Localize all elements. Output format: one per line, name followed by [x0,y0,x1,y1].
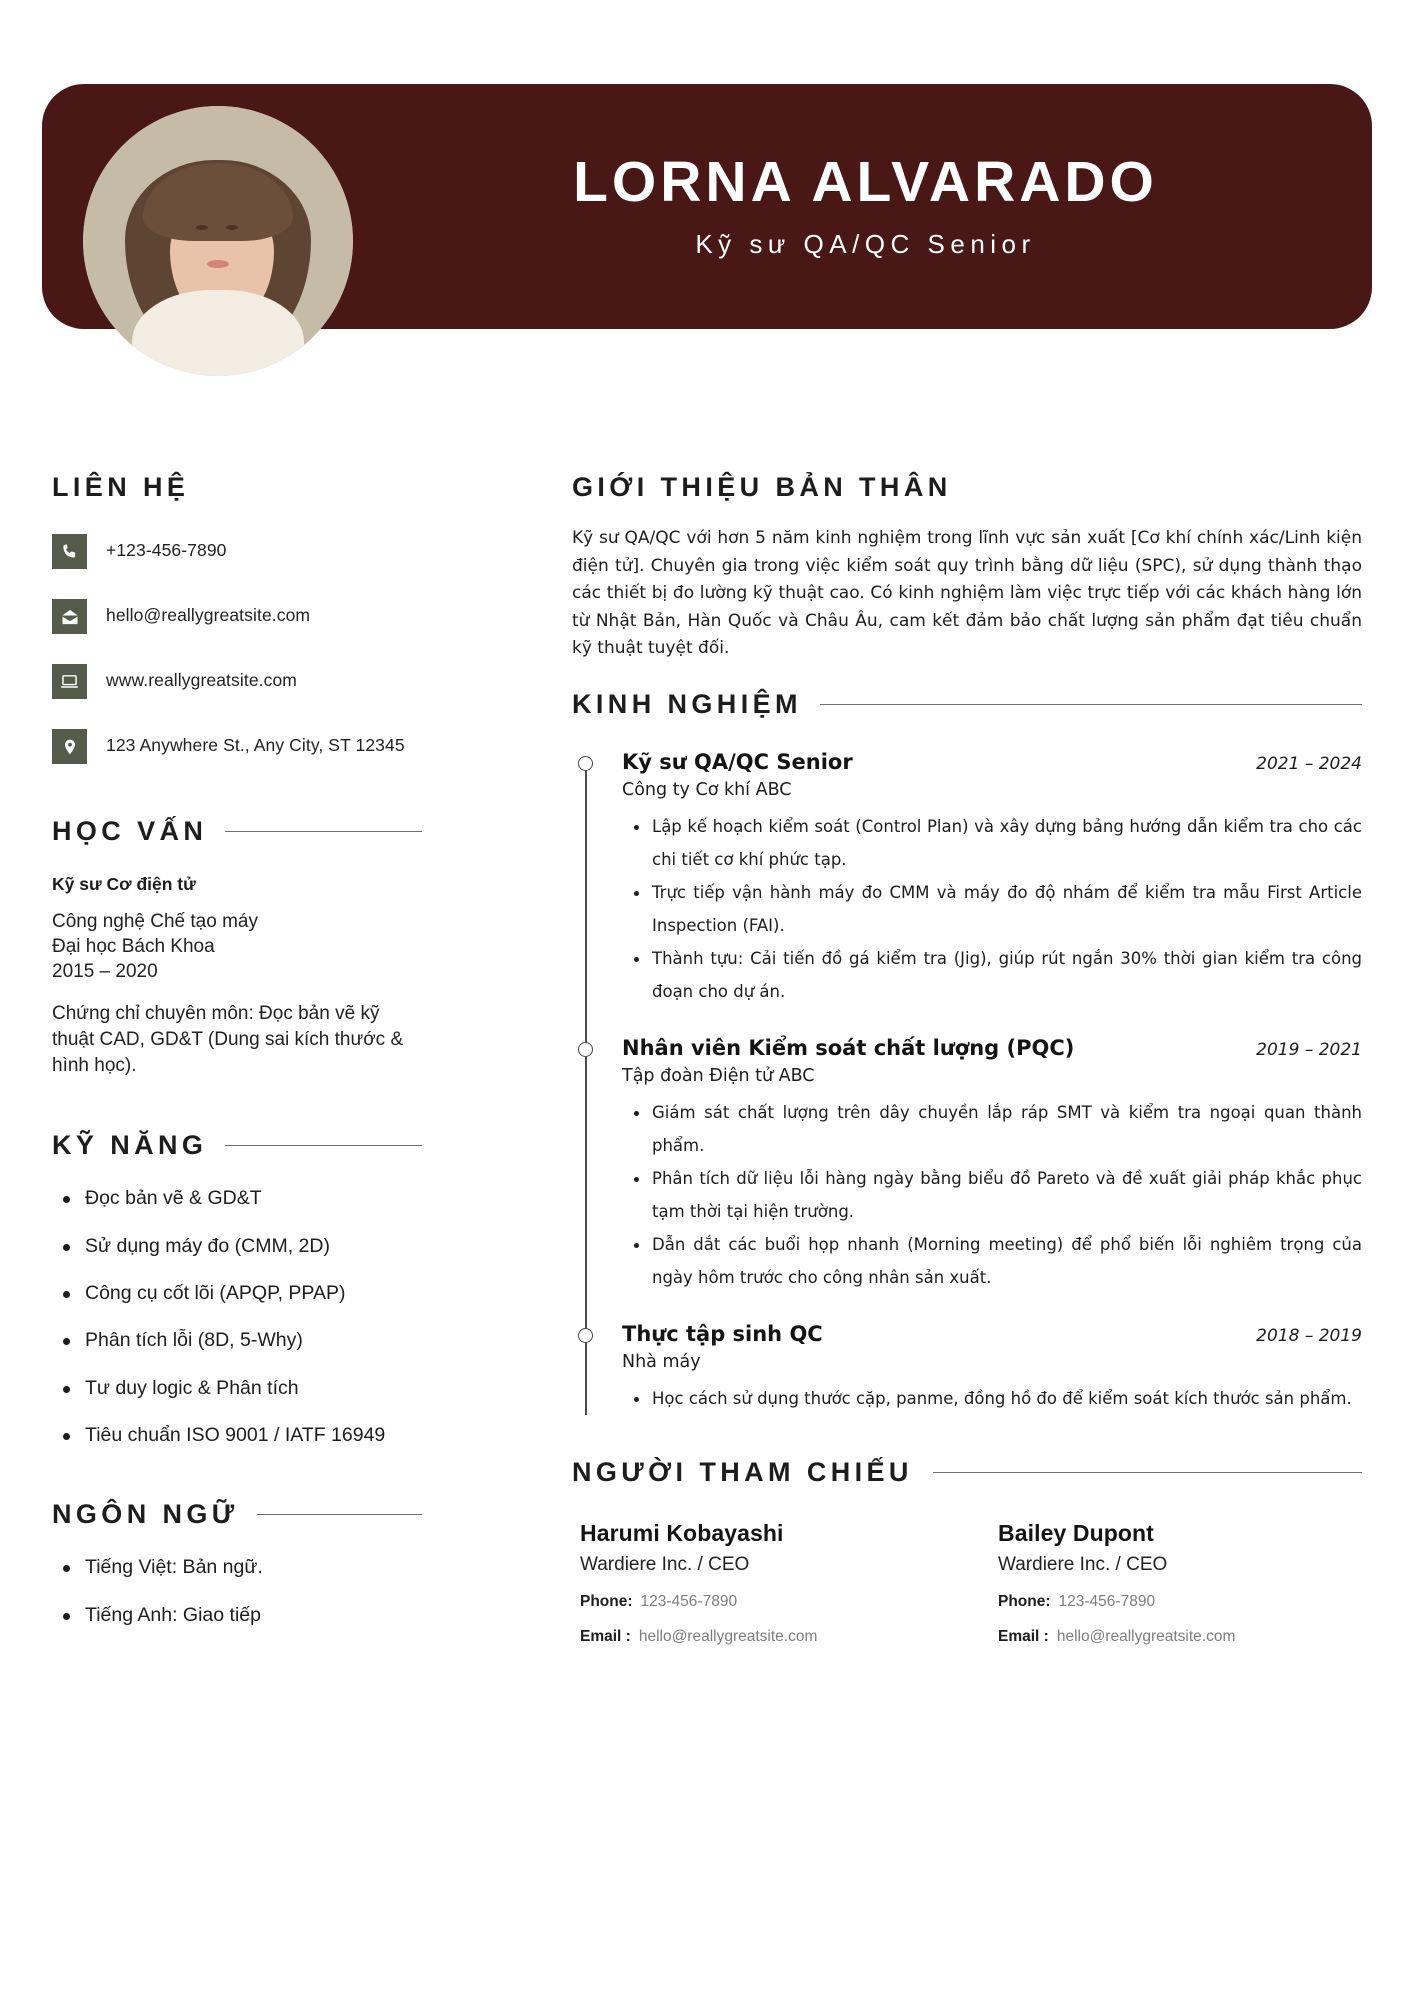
experience-section [572,689,1362,1415]
list-item: Phân tích dữ liệu lỗi hàng ngày bằng biểu đồ Pareto và đề xuất giải pháp khắc phục tạm thời tại hiện trường. [622,1162,1362,1228]
phone-icon [52,534,87,569]
list-item: Dẫn dắt các buổi họp nhanh (Morning meeting) để phổ biến lỗi nghiêm trọng của ngày hôm trước cho công nhân sản xuất. [622,1228,1362,1294]
avatar [83,106,353,376]
list-item: Tiêu chuẩn ISO 9001 / IATF 16949 [52,1423,422,1447]
divider [225,1145,422,1146]
portrait-lips [207,260,229,268]
contact-section-title: LIÊN HỆ [52,472,190,502]
reference-phone-value: 123-456-7890 [640,1592,738,1610]
envelope-icon [52,599,87,634]
references-section-header [572,1457,1362,1488]
list-item: Thành tựu: Cải tiến đồ gá kiểm tra (Jig), giúp rút ngắn 30% thời gian kiểm tra công đoạn cho dự án. [622,942,1362,1008]
divider [933,1472,1362,1473]
timeline-dot-icon [578,756,593,771]
timeline-dot-icon [578,1042,593,1057]
reference-phone-row [580,1593,920,1611]
reference-name: Bailey Dupont [998,1519,1154,1546]
reference-role: Wardiere Inc. / CEO [580,1553,750,1575]
timeline-dot-icon [578,1328,593,1343]
experience-item [622,1322,1362,1415]
header-banner [42,84,1372,329]
profile-section-title: GIỚI THIỆU BẢN THÂN [572,472,952,502]
references-section [572,1457,1362,1646]
location-pin-icon [52,729,87,764]
timeline-spine [585,762,587,1415]
portrait-eye-left [196,225,208,230]
languages-section [52,1499,422,1627]
list-item: Tiếng Anh: Giao tiếp [52,1603,422,1627]
contact-website-text: www.reallygreatsite.com [106,670,297,690]
list-item: Tiếng Việt: Bản ngữ. [52,1555,422,1579]
reference-email-row [580,1628,920,1646]
experience-role: Kỹ sư QA/QC Senior [622,749,853,774]
reference-card [998,1520,1338,1646]
list-item: Lập kế hoạch kiểm soát (Control Plan) và xây dựng bảng hướng dẫn kiểm tra cho các chi tiết cơ khí phức tạp. [622,810,1362,876]
job-title: Kỹ sư QA/QC Senior [695,228,1036,259]
reference-email-row [998,1628,1338,1646]
education-entry [52,874,422,1078]
education-years: 2015 – 2020 [52,961,158,983]
left-column [52,472,422,1650]
experience-company: Nhà máy [622,1351,701,1372]
experience-item [622,750,1362,1008]
portrait-top [132,290,304,376]
reference-phone-row [998,1593,1338,1611]
reference-email-value: hello@reallygreatsite.com [638,1627,818,1645]
experience-points [622,1096,1362,1294]
experience-date: 2019 – 2021 [1256,1039,1362,1060]
reference-phone-value: 123-456-7890 [1058,1592,1156,1610]
right-column [572,472,1362,1646]
contact-item-phone[interactable] [52,533,422,569]
contact-address-text: 123 Anywhere St., Any City, ST 12345 [106,735,405,755]
contact-item-address[interactable] [52,728,422,764]
profile-text: Kỹ sư QA/QC với hơn 5 năm kinh nghiệm trong lĩnh vực sản xuất [Cơ khí chính xác/Linh kiện điện tử]. Chuyên gia trong việc kiểm soát quy trình bằng dữ liệu (SPC), sử dụng thành thạo các thiết bị đo lường kỹ thuật cao. Có kinh nghiệm làm việc trực tiếp với các khách hàng lớn từ Nhật Bản, Hàn Quốc và Châu Âu, cam kết đảm bảo chất lượng sản phẩm đạt tiêu chuẩn kỹ thuật tuyệt đối. [572,528,1362,659]
page-title: LORNA ALVARADO [573,150,1158,215]
education-degree: Kỹ sư Cơ điện tử [52,874,196,894]
skills-section-header [52,1130,422,1161]
divider [257,1514,422,1515]
divider [225,831,422,832]
experience-date: 2021 – 2024 [1256,753,1362,774]
list-item: Tư duy logic & Phân tích [52,1376,422,1400]
list-item: Phân tích lỗi (8D, 5-Why) [52,1328,422,1352]
name-block [387,84,1344,329]
reference-email-label: Email : [580,1627,631,1645]
list-item: Sử dụng máy đo (CMM, 2D) [52,1234,422,1258]
experience-role: Nhân viên Kiểm soát chất lượng (PQC) [622,1035,1075,1060]
languages-section-title: NGÔN NGỮ [52,1499,239,1530]
experience-timeline [572,750,1362,1415]
experience-date: 2018 – 2019 [1256,1325,1362,1346]
skills-list [52,1186,422,1447]
languages-list [52,1555,422,1627]
education-section [52,816,422,1078]
portrait-eye-right [226,225,238,230]
contact-phone-text: +123-456-7890 [106,540,227,560]
contact-item-website[interactable] [52,663,422,699]
experience-section-title: KINH NGHIỆM [572,688,802,719]
experience-item-header [622,750,1362,774]
education-field: Công nghệ Chế tạo máy [52,911,258,932]
divider [820,704,1362,705]
education-school: Đại học Bách Khoa [52,936,215,958]
references-section-title: NGƯỜI THAM CHIẾU [572,1456,913,1487]
skills-section-title: KỸ NĂNG [52,1130,208,1161]
reference-phone-label: Phone: [998,1592,1051,1610]
experience-points [622,1382,1362,1415]
reference-name: Harumi Kobayashi [580,1519,784,1546]
experience-item-header [622,1322,1362,1346]
reference-phone-label: Phone: [580,1592,633,1610]
contact-section-header [52,472,422,503]
education-section-header [52,816,422,847]
list-item: Đọc bản vẽ & GD&T [52,1186,422,1210]
languages-section-header [52,1499,422,1530]
experience-section-header [572,689,1362,720]
list-item: Trực tiếp vận hành máy đo CMM và máy đo độ nhám để kiểm tra mẫu First Article Inspection (FAI). [622,876,1362,942]
list-item: Công cụ cốt lõi (APQP, PPAP) [52,1281,422,1305]
experience-company: Công ty Cơ khí ABC [622,779,792,800]
experience-item-header [622,1036,1362,1060]
contact-list [52,533,422,764]
contact-email-text: hello@reallygreatsite.com [106,605,311,625]
list-item: Giám sát chất lượng trên dây chuyền lắp ráp SMT và kiểm tra ngoại quan thành phẩm. [622,1096,1362,1162]
reference-card [580,1520,920,1646]
avatar-photo [83,106,353,376]
education-certificate: Chứng chỉ chuyên môn: Đọc bản vẽ kỹ thuật CAD, GD&T (Dung sai kích thước & hình học). [52,1003,404,1076]
reference-email-value: hello@reallygreatsite.com [1056,1627,1236,1645]
references-grid [572,1520,1362,1646]
education-section-title: HỌC VẤN [52,816,208,846]
experience-role: Thực tập sinh QC [622,1321,823,1346]
skills-section [52,1130,422,1447]
list-item: Học cách sử dụng thước cặp, panme, đồng hồ đo để kiểm soát kích thước sản phẩm. [622,1382,1362,1415]
experience-item [622,1036,1362,1294]
contact-section [52,472,422,764]
contact-item-email[interactable] [52,598,422,634]
experience-company: Tập đoàn Điện tử ABC [622,1065,815,1086]
laptop-icon [52,664,87,699]
profile-section [572,472,1362,663]
experience-points [622,810,1362,1008]
reference-role: Wardiere Inc. / CEO [998,1553,1168,1575]
reference-email-label: Email : [998,1627,1049,1645]
